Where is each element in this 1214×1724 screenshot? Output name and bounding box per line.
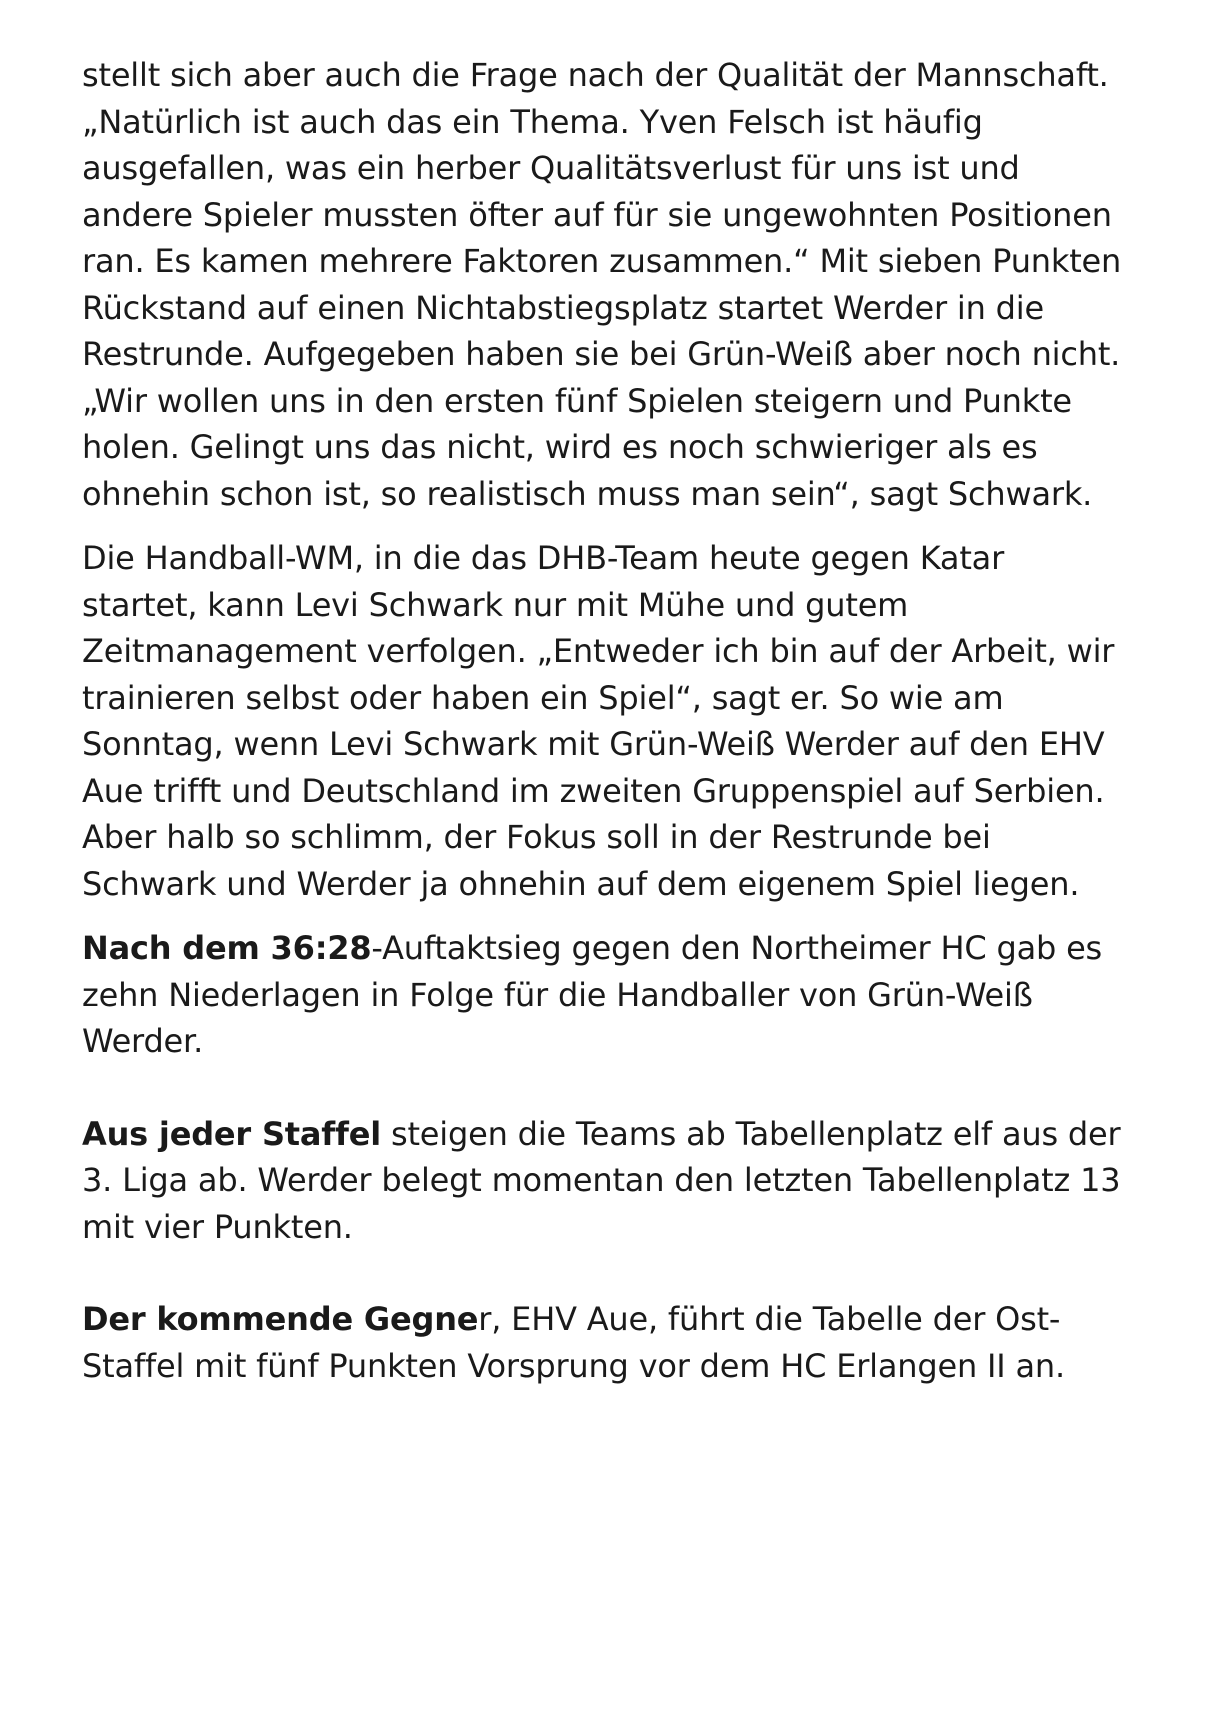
article-body [82,52,1162,1435]
note-lead: Nach dem 36:28 [82,929,372,967]
note-relegation [82,1111,1162,1251]
note-opening-win [82,925,1162,1065]
paragraph-handball-wm: Die Handball-WM, in die das DHB-Team heute gegen Katar startet, kann Levi Schwark nur mit Mühe und gutem Zeitmanagement verfolgen. „Entweder ich bin auf der Arbeit, wir trainieren selbst oder haben ein Spiel“, sagt er. So wie am Sonntag, wenn Levi Schwark mit Grün-Weiß Werder auf den EHV Aue trifft und Deutschland im zweiten Gruppenspiel auf Serbien. Aber halb so schlimm, der Fokus soll in der Restrunde bei Schwark und Werder ja ohnehin auf dem eigenem Spiel liegen. [82,539,1115,903]
note-text: steigen die Teams ab Tabellenplatz elf aus der 3. Liga ab. Werder belegt momentan den letzten Tabellenplatz 13 mit vier Punkten. [82,1114,1121,1246]
note-lead: Der kommende Gegne [82,1300,479,1338]
note-lead: Aus jeder Staffel [82,1114,381,1153]
paragraph-quality: stellt sich aber auch die Frage nach der Qualität der Mannschaft. „Natürlich ist auch das ein Thema. Yven Felsch ist häufig ausgefallen, was ein herber Qualitätsverlust für uns ist und andere Spieler mussten öfter auf für sie ungewohnten Positionen ran. Es kamen mehrere Faktoren zusammen.“ Mit sieben Punkten Rückstand auf einen Nichtabstiegsplatz startet Werder in die Restrunde. Aufgegeben haben sie bei Grün-Weiß aber noch nicht. „Wir wollen uns in den ersten fünf Spielen steigern und Punkte holen. Gelingt uns das nicht, wird es noch schwieriger als es ohnehin schon ist, so realistisch muss man sein“, sagt Schwark. [82,56,1122,513]
note-next-opponent [82,1296,1162,1389]
note-text: r, EHV Aue, führt die Tabelle der Ost- Staffel mit fünf Punkten Vorsprung vor dem HC Erlangen II an. [82,1300,1065,1385]
note-text: -Auftaktsieg gegen den Northeimer HC gab es zehn Niederlagen in Folge für die Handballer von Grün-Weiß Werder. [82,929,1103,1060]
